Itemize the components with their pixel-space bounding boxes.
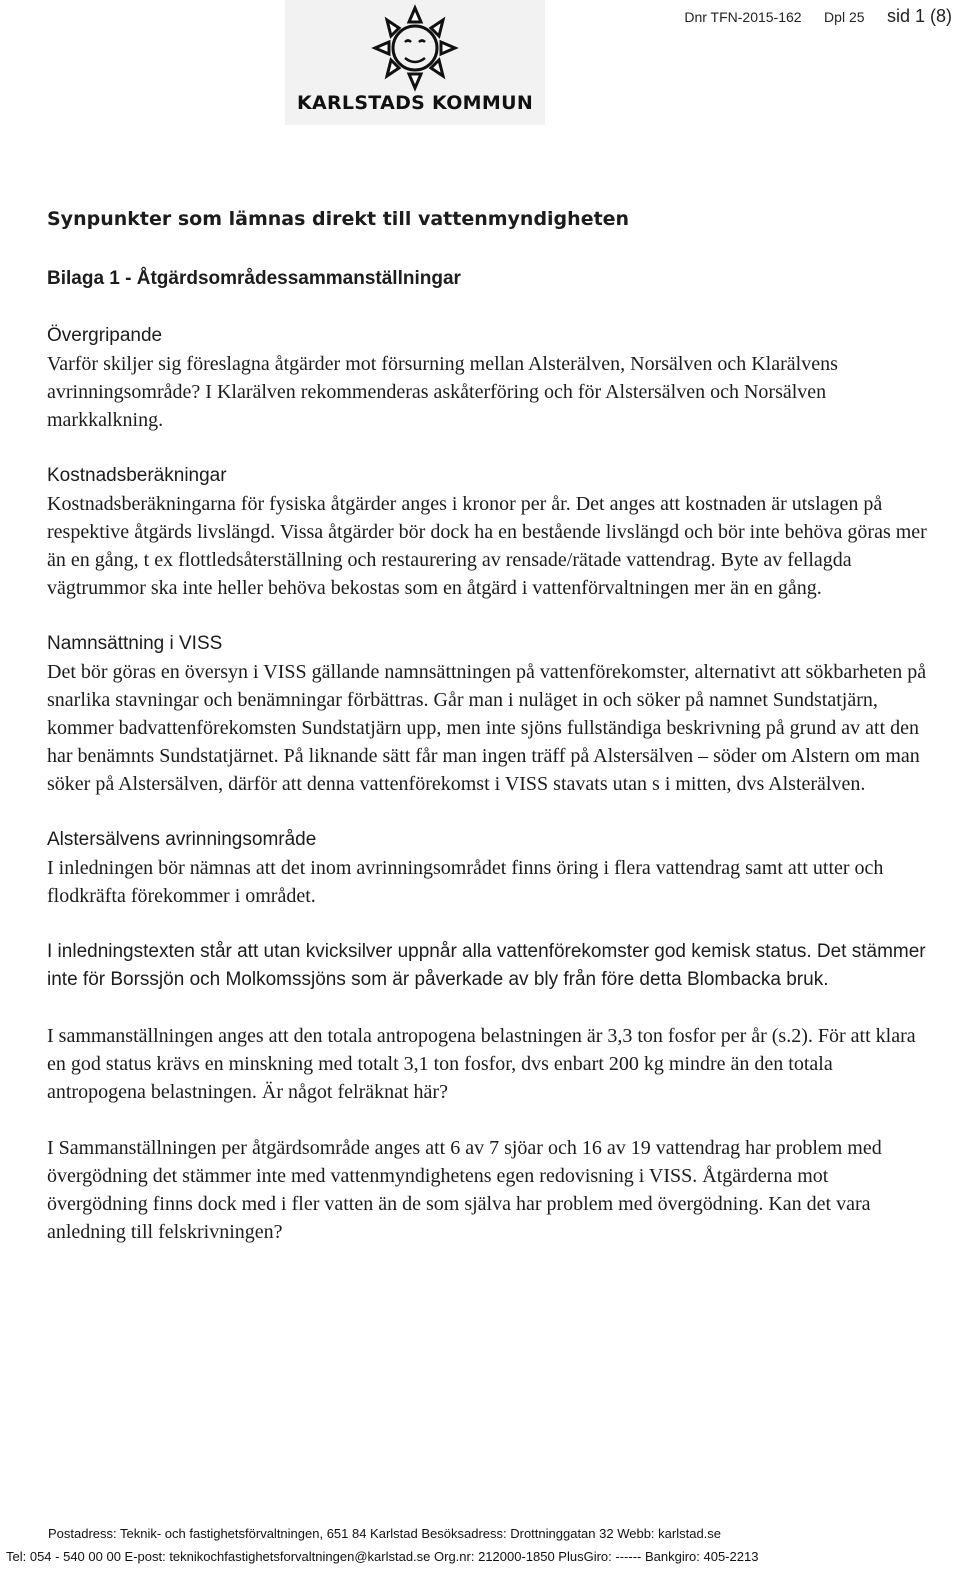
section-heading: Övergripande: [47, 325, 163, 346]
section-overgripande: [47, 322, 927, 434]
section-paragraph: I sammanställningen anges att den totala antropogena belastningen är 3,3 ton fosfor per år (s.2). För att klara en god status krävs en minskning med totalt 3,1 ton fosfor, dvs enbart 200 kg mindre än den totala antropogena belastningen. Är något felräknat här?: [47, 1025, 916, 1103]
section-namnsattning: [47, 630, 927, 798]
section-kostnadsberakningar: [47, 462, 927, 602]
footer-address: Postadress: Teknik- och fastighetsförvaltningen, 651 84 Karlstad Besöksadress: Drottninggatan 32 Webb: karlstad.se: [48, 1526, 722, 1541]
section-paragraph: Varför skiljer sig föreslagna åtgärder mot försurning mellan Alsterälven, Norsälven och Klarälvens avrinningsområde? I Klarälven rekommenderas askåterföring och för Alstersälven och Norsälven markkalkning.: [47, 353, 838, 431]
section-heading: Alstersälvens avrinningsområde: [47, 829, 317, 850]
page-title: Synpunkter som lämnas direkt till vattenmyndigheten: [47, 208, 630, 230]
section-paragraph: I inledningstexten står att utan kvicksilver uppnår alla vattenförekomster god kemisk status. Det stämmer inte för Borssjön och Molkomssjöns som är påverkade av bly från före detta Blombacka bruk.: [47, 941, 926, 990]
diary-number: Dnr TFN-2015-162: [684, 9, 802, 25]
section-alstersalven: [47, 826, 927, 1246]
document-number: Dpl 25: [824, 9, 865, 25]
section-paragraph: I inledningen bör nämnas att det inom avrinningsområdet finns öring i flera vattendrag samt att utter och flodkräfta förekommer i området.: [47, 857, 884, 907]
section-heading: Namnsättning i VISS: [47, 633, 223, 654]
section-paragraph: Kostnadsberäkningarna för fysiska åtgärder anges i kronor per år. Det anges att kostnaden är utslagen på respektive åtgärds livslängd. Vissa åtgärder bör dock ha en bestående livslängd och bör inte behöva göras mer än en gång, t ex flottledsåterställning och restaurering av rensade/rätade vattendrag. Byte av fellagda vägtrummor ska inte heller behöva bekostas som en åtgärd i vattenförvaltningen mer än en gång.: [47, 493, 927, 599]
footer-contact: Tel: 054 - 540 00 00 E-post: teknikochfastighetsforvaltningen@karlstad.se Org.nr: 212000-1850 PlusGiro: ------ Bankgiro: 405-2213: [6, 1549, 759, 1564]
sun-icon: [365, 4, 465, 94]
section-paragraph: Det bör göras en översyn i VISS gällande namnsättningen på vattenförekomster, alternativt att sökbarheten på snarlika stavningar och benämningar förbättras. Går man i nuläget in och söker på namnet Sundstatjärn, kommer badvattenförekomsten Sundstatjärn upp, men inte sjöns fullständiga beskrivning på grund av att den har benämnts Sundstatjärnet. På liknande sätt får man ingen träff på Alstersälven – söder om Alstern om man söker på Alstersälven, därför att denna vattenförekomst i VISS stavats utan s i mitten, dvs Alsterälven.: [47, 661, 927, 795]
section-heading: Kostnadsberäkningar: [47, 465, 227, 486]
page-subtitle: Bilaga 1 - Åtgärdsområdessammanställningar: [47, 268, 461, 289]
document-body: [47, 322, 927, 1274]
karlstad-logo: [285, 0, 545, 125]
section-paragraph: I Sammanställningen per åtgärdsområde anges att 6 av 7 sjöar och 16 av 19 vattendrag har problem med övergödning det stämmer inte med vattenmyndighetens egen redovisning i VISS. Åtgärderna mot övergödning finns dock med i fler vatten än de som själva har problem med övergödning. Kan det vara anledning till felskrivningen?: [47, 1137, 882, 1243]
page-indicator: sid 1 (8): [886, 6, 952, 26]
document-header: [684, 6, 952, 27]
logo-text: KARLSTADS KOMMUN: [296, 92, 534, 114]
